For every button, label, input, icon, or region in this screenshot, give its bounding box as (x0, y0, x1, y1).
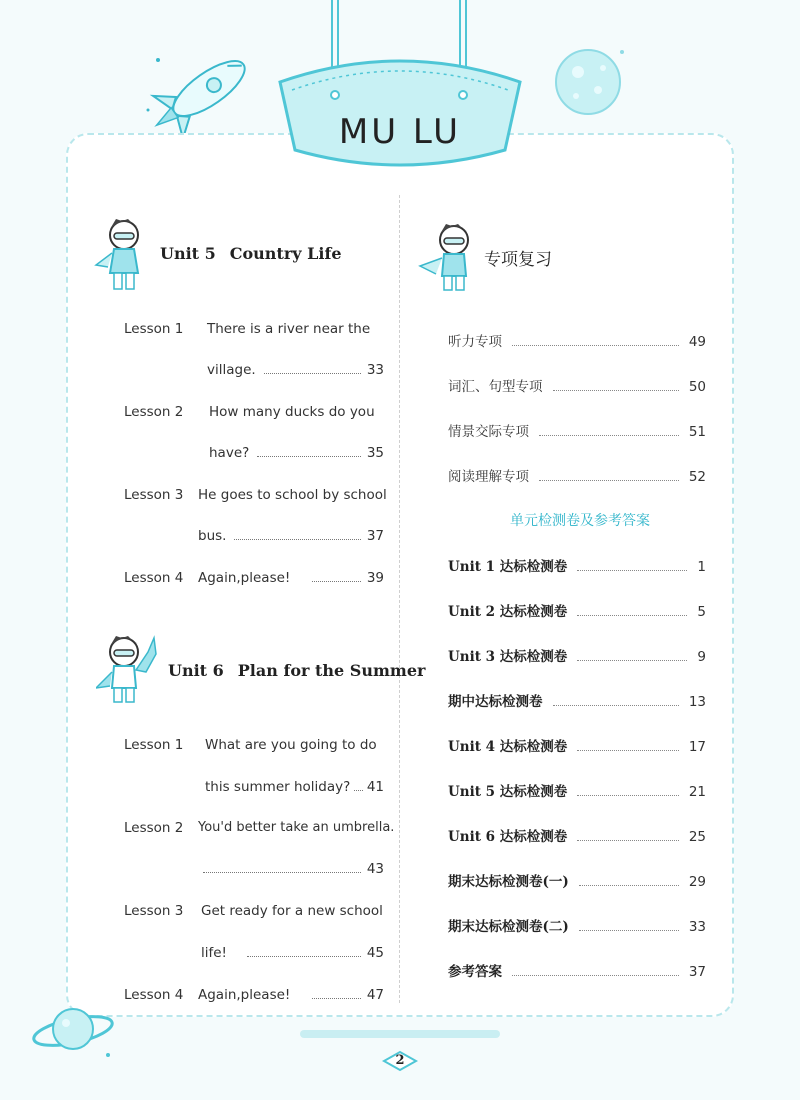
unit5-lesson1-entry[interactable] (207, 362, 384, 378)
review-item-label: 词汇、句型专项 (448, 379, 543, 395)
page-number: 37 (688, 964, 706, 980)
unit5-lesson4-title: Again,please! (198, 570, 291, 586)
test-item[interactable] (448, 645, 706, 665)
dot-leader (203, 872, 361, 873)
review-item-label: 情景交际专项 (448, 424, 529, 440)
test-item-label: 期中达标检测卷 (448, 694, 543, 710)
page-number: 47 (366, 987, 384, 1003)
unit5-lesson2-title-cont: have? (209, 445, 250, 461)
test-item-label: 期末达标检测卷(二) (448, 919, 569, 935)
unit6-lesson1-label: Lesson 1 (124, 737, 184, 753)
unit6-lesson3-label: Lesson 3 (124, 903, 184, 919)
page-number: 13 (688, 694, 706, 710)
test-item-label: Unit 3 达标检测卷 (448, 649, 568, 665)
page-number: 5 (697, 604, 706, 620)
page-number: 41 (366, 779, 384, 795)
unit6-lesson2-label: Lesson 2 (124, 820, 184, 836)
unit5-mascot (92, 215, 152, 295)
saturn-illustration (28, 995, 118, 1065)
test-item-label: Unit 6 达标检测卷 (448, 829, 568, 845)
dot-leader (512, 345, 679, 346)
unit6-lesson2-entry[interactable] (203, 861, 384, 877)
page-number: 39 (366, 570, 384, 586)
unit5-lesson2-label: Lesson 2 (124, 404, 184, 420)
page-number: 50 (688, 379, 706, 395)
review-heading: 专项复习 (484, 250, 552, 270)
test-item[interactable] (448, 735, 706, 755)
unit6-heading (168, 661, 425, 680)
dot-leader (577, 660, 687, 661)
unit6-number: Unit 6 (168, 661, 224, 680)
test-item[interactable] (448, 960, 706, 980)
dot-leader (553, 705, 679, 706)
page-number: 17 (688, 739, 706, 755)
test-item[interactable] (448, 555, 706, 575)
page-number: 21 (688, 784, 706, 800)
planet-illustration (548, 42, 628, 122)
unit6-lesson1-title[interactable]: What are you going to do (205, 737, 377, 753)
dot-leader (577, 615, 687, 616)
dot-leader (577, 840, 679, 841)
dot-leader (257, 456, 361, 457)
page-number: 37 (366, 528, 384, 544)
page-number: 1 (697, 559, 706, 575)
tests-heading: 单元检测卷及参考答案 (510, 513, 650, 529)
unit5-lesson3-title-cont: bus. (198, 528, 227, 544)
dot-leader (312, 581, 360, 582)
review-item-label: 听力专项 (448, 334, 502, 350)
test-item[interactable] (448, 915, 706, 935)
dot-leader (354, 790, 363, 791)
unit6-lesson1-title-cont: this summer holiday? (205, 779, 351, 795)
unit5-lesson3-entry[interactable] (198, 528, 384, 544)
test-item[interactable] (448, 870, 706, 890)
review-item-dialogue[interactable] (448, 420, 706, 440)
page-number: 43 (366, 861, 384, 877)
unit5-lesson4-label: Lesson 4 (124, 570, 184, 586)
unit5-title: Country Life (229, 244, 342, 263)
review-mascot (418, 220, 478, 296)
dot-leader (539, 435, 679, 436)
dot-leader (553, 390, 679, 391)
dot-leader (512, 975, 679, 976)
page-number-badge (378, 1050, 422, 1072)
dot-leader (577, 795, 679, 796)
unit5-number: Unit 5 (160, 244, 216, 263)
test-item-label: Unit 5 达标检测卷 (448, 784, 568, 800)
page-number: 33 (366, 362, 384, 378)
unit5-lesson3-title[interactable]: He goes to school by school (198, 487, 387, 503)
dot-leader (539, 480, 679, 481)
test-item-label: 参考答案 (448, 964, 502, 980)
unit5-lesson4-entry[interactable] (198, 570, 384, 586)
unit6-lesson4-title: Again,please! (198, 987, 291, 1003)
unit6-mascot (96, 632, 162, 704)
unit5-heading (160, 244, 342, 263)
page-number-text: 2 (395, 1053, 405, 1068)
unit6-lesson4-label: Lesson 4 (124, 987, 184, 1003)
unit5-lesson3-label: Lesson 3 (124, 487, 184, 503)
review-item-listening[interactable] (448, 330, 706, 350)
footer-band (300, 1030, 500, 1038)
test-item-label: Unit 1 达标检测卷 (448, 559, 568, 575)
page-number: 9 (697, 649, 706, 665)
unit6-title: Plan for the Summer (237, 661, 426, 680)
unit6-lesson1-entry[interactable] (205, 779, 384, 795)
unit5-lesson1-title-cont: village. (207, 362, 256, 378)
test-item-label: 期末达标检测卷(一) (448, 874, 569, 890)
review-item-label: 阅读理解专项 (448, 469, 529, 485)
dot-leader (579, 930, 679, 931)
page-number: 35 (366, 445, 384, 461)
page-number: 29 (688, 874, 706, 890)
unit6-lesson2-title[interactable]: You'd better take an umbrella. (198, 820, 395, 835)
dot-leader (577, 570, 687, 571)
unit6-lesson3-entry[interactable] (201, 945, 384, 961)
review-item-reading[interactable] (448, 465, 706, 485)
page-number: 25 (688, 829, 706, 845)
unit5-lesson2-title[interactable]: How many ducks do you (209, 404, 375, 420)
test-item[interactable] (448, 780, 706, 800)
page-number: 51 (688, 424, 706, 440)
column-divider (399, 195, 400, 1003)
test-item-label: Unit 4 达标检测卷 (448, 739, 568, 755)
unit6-lesson4-entry[interactable] (198, 987, 384, 1003)
page-title: MU LU (338, 112, 462, 152)
page-number: 52 (688, 469, 706, 485)
test-item[interactable] (448, 600, 706, 620)
review-item-vocabulary[interactable] (448, 375, 706, 395)
dot-leader (264, 373, 361, 374)
unit6-lesson3-title[interactable]: Get ready for a new school (201, 903, 383, 919)
dot-leader (234, 539, 360, 540)
dot-leader (579, 885, 679, 886)
test-item-label: Unit 2 达标检测卷 (448, 604, 568, 620)
dot-leader (247, 956, 361, 957)
unit5-lesson2-entry[interactable] (209, 445, 384, 461)
unit5-lesson1-label: Lesson 1 (124, 321, 184, 337)
page-number: 33 (688, 919, 706, 935)
test-item[interactable] (448, 690, 706, 710)
dot-leader (312, 998, 360, 999)
page-number: 45 (366, 945, 384, 961)
page-number: 49 (688, 334, 706, 350)
test-item[interactable] (448, 825, 706, 845)
dot-leader (577, 750, 679, 751)
unit5-lesson1-title[interactable]: There is a river near the (207, 321, 371, 337)
unit6-lesson3-title-cont: life! (201, 945, 227, 961)
